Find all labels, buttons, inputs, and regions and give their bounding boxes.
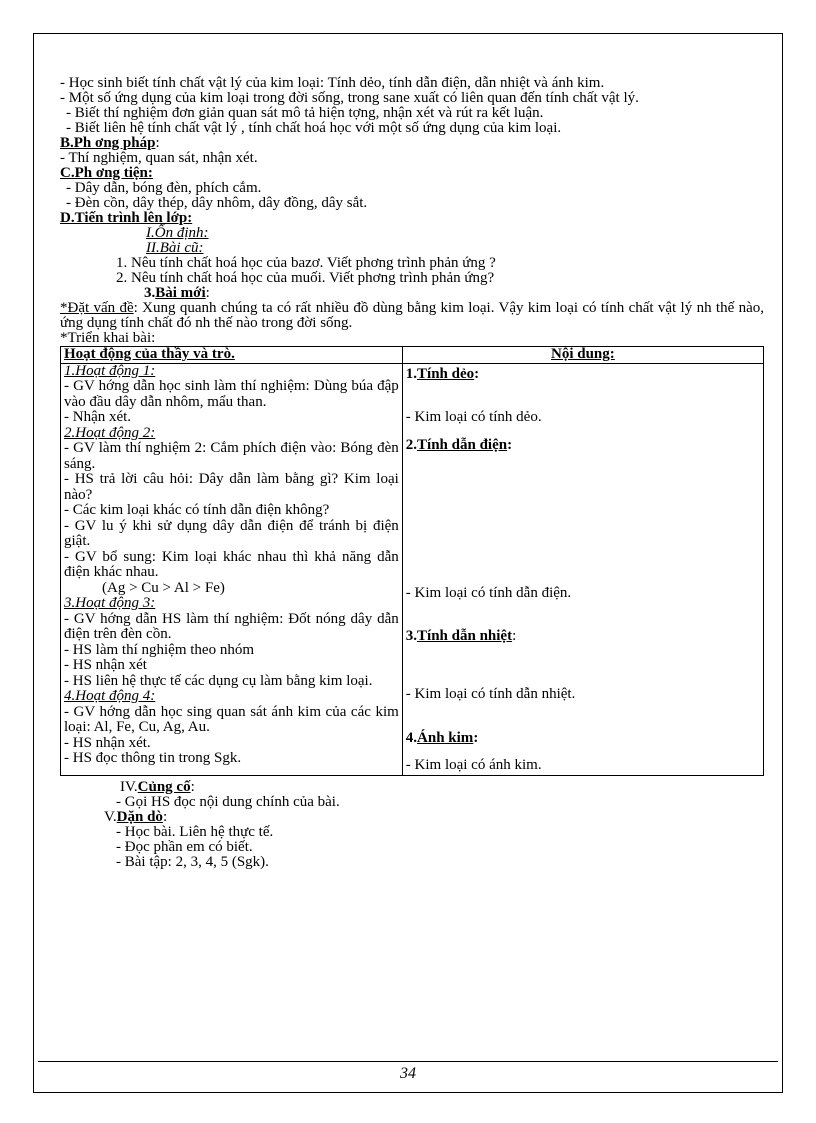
- activity-3-line: - HS làm thí nghiệm theo nhóm: [64, 641, 254, 658]
- section-c-heading: [60, 166, 764, 181]
- section-d-heading: [60, 211, 764, 226]
- activity-2-line: - HS trả lời câu hỏi: Dây dẫn làm bằng gì? Kim loại nào?: [64, 471, 399, 503]
- section-c-item-1: - Dây dẫn, bóng đèn, phích cắm.: [66, 180, 262, 196]
- activity-1-line: - GV hớng dẫn học sinh làm thí nghiệm: Dùng búa đập vào đầu dây dẫn nhôm, mẩu than.: [64, 378, 399, 410]
- lesson-content: [60, 76, 764, 870]
- objective-1: - Học sinh biết tính chất vật lý của kim loại: Tính dẻo, tính dẫn điện, dẫn nhiệt và ánh kim.: [60, 75, 605, 91]
- content-3-title: 3.Tính dẫn nhiệt:: [405, 627, 517, 644]
- activity-3-line: - HS liên hệ thực tế các dụng cụ làm bằng kim loại.: [64, 672, 373, 689]
- activities-cell: [61, 363, 403, 775]
- activity-4-line: - HS nhận xét.: [64, 734, 151, 751]
- activity-2-line: - Các kim loại khác có tính dẫn điện không?: [64, 502, 330, 518]
- dan-do-item-1: - Học bài. Liên hệ thực tế.: [116, 823, 274, 840]
- activity-2-line: - GV bổ sung: Kim loại khác nhau thì khả năng dẫn điện khác nhau.: [64, 548, 399, 580]
- content-2-text: - Kim loại có tính dẫn điện.: [405, 585, 572, 601]
- section-c-title: C.Ph ơng tiện:: [60, 165, 153, 181]
- objective-2: - Một số ứng dụng của kim loại trong đời sống, trong sane xuất có liên quan đến tính chất vật lý.: [60, 90, 639, 106]
- content-2-title: 2.Tính dẫn điện:: [405, 436, 513, 453]
- objective-4: - Biết liên hệ tính chất vật lý , tính chất hoá học với một số ứng dụng của kim loại.: [66, 120, 562, 136]
- bai-cu: II.Bài cũ:: [146, 240, 204, 256]
- activity-3-line: - GV hớng dẫn HS làm thí nghiệm: Đốt nóng dây dẫn điện trên đèn cồn.: [64, 610, 399, 642]
- trien-khai: *Triển khai bài:: [60, 330, 156, 346]
- objective-3: - Biết thí nghiệm đơn giản quan sát mô tả hiện tợng, nhận xét và rút ra kết luận.: [66, 105, 544, 121]
- content-1-title: 1.Tính dẻo:: [405, 365, 480, 382]
- content-4-text: - Kim loại có ánh kim.: [405, 757, 542, 773]
- col-header-content: Nội dung:: [402, 347, 763, 364]
- section-c-item-2: - Đèn cồn, dây thép, dây nhôm, dây đồng, dây sắt.: [66, 195, 368, 211]
- section-d-title: D.Tiến trình lên lớp:: [60, 210, 193, 226]
- bai-moi-heading: 3.Bài mới:: [144, 285, 210, 301]
- question-1: 1. Nêu tính chất hoá học của bazơ. Viết phơng trình phản ứng ?: [116, 255, 496, 271]
- page-number: 34: [400, 1065, 416, 1082]
- activity-3-title: 3.Hoạt động 3:: [64, 595, 156, 611]
- activity-3-line: - HS nhận xét: [64, 657, 147, 673]
- content-cell: [402, 363, 763, 775]
- activity-table: [60, 346, 764, 776]
- dan-do-heading: V.Dặn dò:: [104, 808, 168, 825]
- closing-section: [60, 780, 764, 870]
- cung-co-item: - Gọi HS đọc nội dung chính của bài.: [116, 793, 340, 810]
- dan-do-item-2: - Đọc phần em có biết.: [116, 838, 253, 855]
- activity-4-line: - GV hớng dẫn học sing quan sát ánh kim của các kim loại: Al, Fe, Cu, Ag, Au.: [64, 703, 399, 735]
- cung-co-heading: IV.Củng cố:: [120, 778, 195, 795]
- activity-1-line: - Nhận xét.: [64, 409, 132, 425]
- content-3-text: - Kim loại có tính dẫn nhiệt.: [405, 686, 576, 702]
- activity-2-line: - GV làm thí nghiệm 2: Cắm phích điện vào: Bóng đèn sáng.: [64, 440, 399, 472]
- activity-2-order: (Ag > Cu > Al > Fe): [102, 579, 225, 596]
- section-b-heading: B.Ph ơng pháp:: [60, 135, 160, 151]
- activity-4-title: 4.Hoạt động 4:: [64, 688, 156, 704]
- col-header-activities: Hoạt động của thầy và trò.: [61, 347, 403, 364]
- activity-2-title: 2.Hoạt động 2:: [64, 424, 156, 441]
- dat-van-de: *Đặt vấn đề: Xung quanh chúng ta có rất nhiều đồ dùng bằng kim loại. Vậy kim loại có tính chất vật lý nh thế nào, ứng dụng tính chất đó nh thế nào trong đời sống.: [60, 300, 764, 331]
- content-1-text: - Kim loại có tính dẻo.: [405, 409, 542, 425]
- on-dinh: I.Ổn định:: [146, 225, 209, 241]
- footer-rule: [38, 1061, 778, 1062]
- activity-2-line: - GV lu ý khi sử dụng dây dẫn điện để tránh bị điện giật.: [64, 517, 399, 549]
- dan-do-item-3: - Bài tập: 2, 3, 4, 5 (Sgk).: [116, 853, 269, 870]
- section-b-item: - Thí nghiệm, quan sát, nhận xét.: [60, 150, 258, 166]
- activity-4-line: - HS đọc thông tin trong Sgk.: [64, 750, 242, 766]
- activity-1-title: 1.Hoạt động 1:: [64, 362, 156, 379]
- content-4-title: 4.Ánh kim:: [405, 729, 479, 746]
- section-b-title: B.Ph ơng pháp: [60, 135, 156, 151]
- question-2: 2. Nêu tính chất hoá học của muối. Viết phơng trình phản ứng?: [116, 270, 495, 286]
